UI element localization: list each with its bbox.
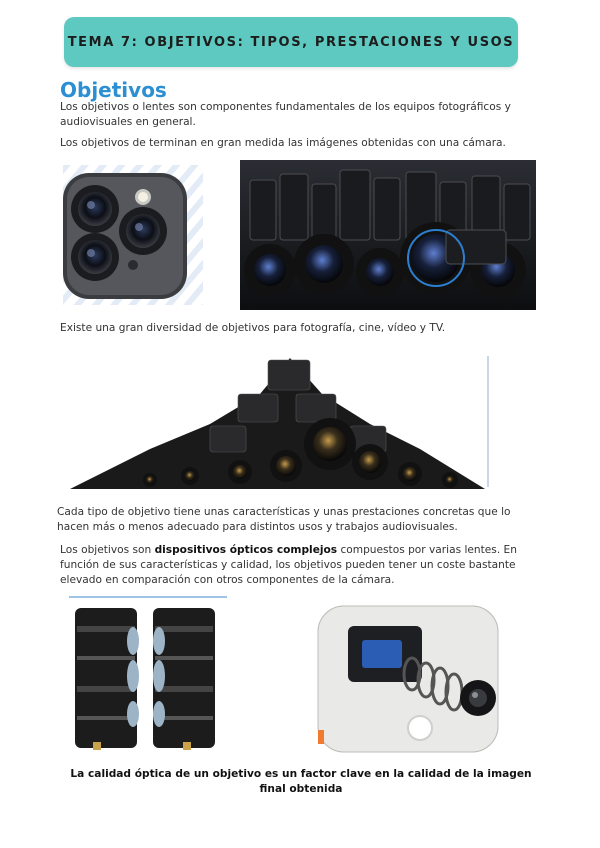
lens-cutaway-image	[63, 596, 229, 754]
paragraph-determinan: Los objetivos de terminan en gran medida las imágenes obtenidas con una cámara.	[60, 137, 506, 149]
phone-camera-module-icon	[300, 600, 514, 754]
lens-cutaway-icon	[63, 596, 229, 754]
paragraph-dispositivos	[60, 543, 538, 588]
paragraph-diversidad: Existe una gran diversidad de objetivos para fotografía, cine, vídeo y TV.	[60, 322, 446, 334]
section-heading: Objetivos	[60, 78, 167, 102]
lens-pyramid-icon	[60, 354, 492, 489]
figure-caption: La calidad óptica de un objetivo es un factor clave en la calidad de la imagen final obtenida	[70, 768, 532, 795]
paragraph-dispositivos-end: compuestos por varias lentes. En función de sus características y calidad, los objetivos pueden tener un coste bastante elevado en comparación con otros componentes de la cámara.	[60, 544, 517, 586]
paragraph-caracteristicas: Cada tipo de objetivo tiene unas características y unas prestaciones concretas que lo hacen más o menos adecuado para distintos usos y trabajos audiovisuales.	[57, 506, 511, 533]
paragraph-dispositivos-bold: dispositivos ópticos complejos	[154, 544, 338, 556]
paragraph-intro: Los objetivos o lentes son componentes fundamentales de los equipos fotográficos y audiovisuales en general.	[60, 101, 511, 128]
lens-pyramid-image	[60, 354, 492, 489]
cinema-lens-collection-icon	[240, 160, 536, 310]
cinema-lenses-image	[240, 160, 536, 310]
smartphone-camera-icon	[63, 165, 203, 305]
phone-camera-image	[63, 165, 203, 305]
page-title: TEMA 7: OBJETIVOS: TIPOS, PRESTACIONES Y USOS	[67, 34, 515, 50]
title-banner	[64, 17, 518, 67]
paragraph-dispositivos-start: Los objetivos son	[60, 544, 155, 556]
phone-module-image	[300, 600, 514, 754]
